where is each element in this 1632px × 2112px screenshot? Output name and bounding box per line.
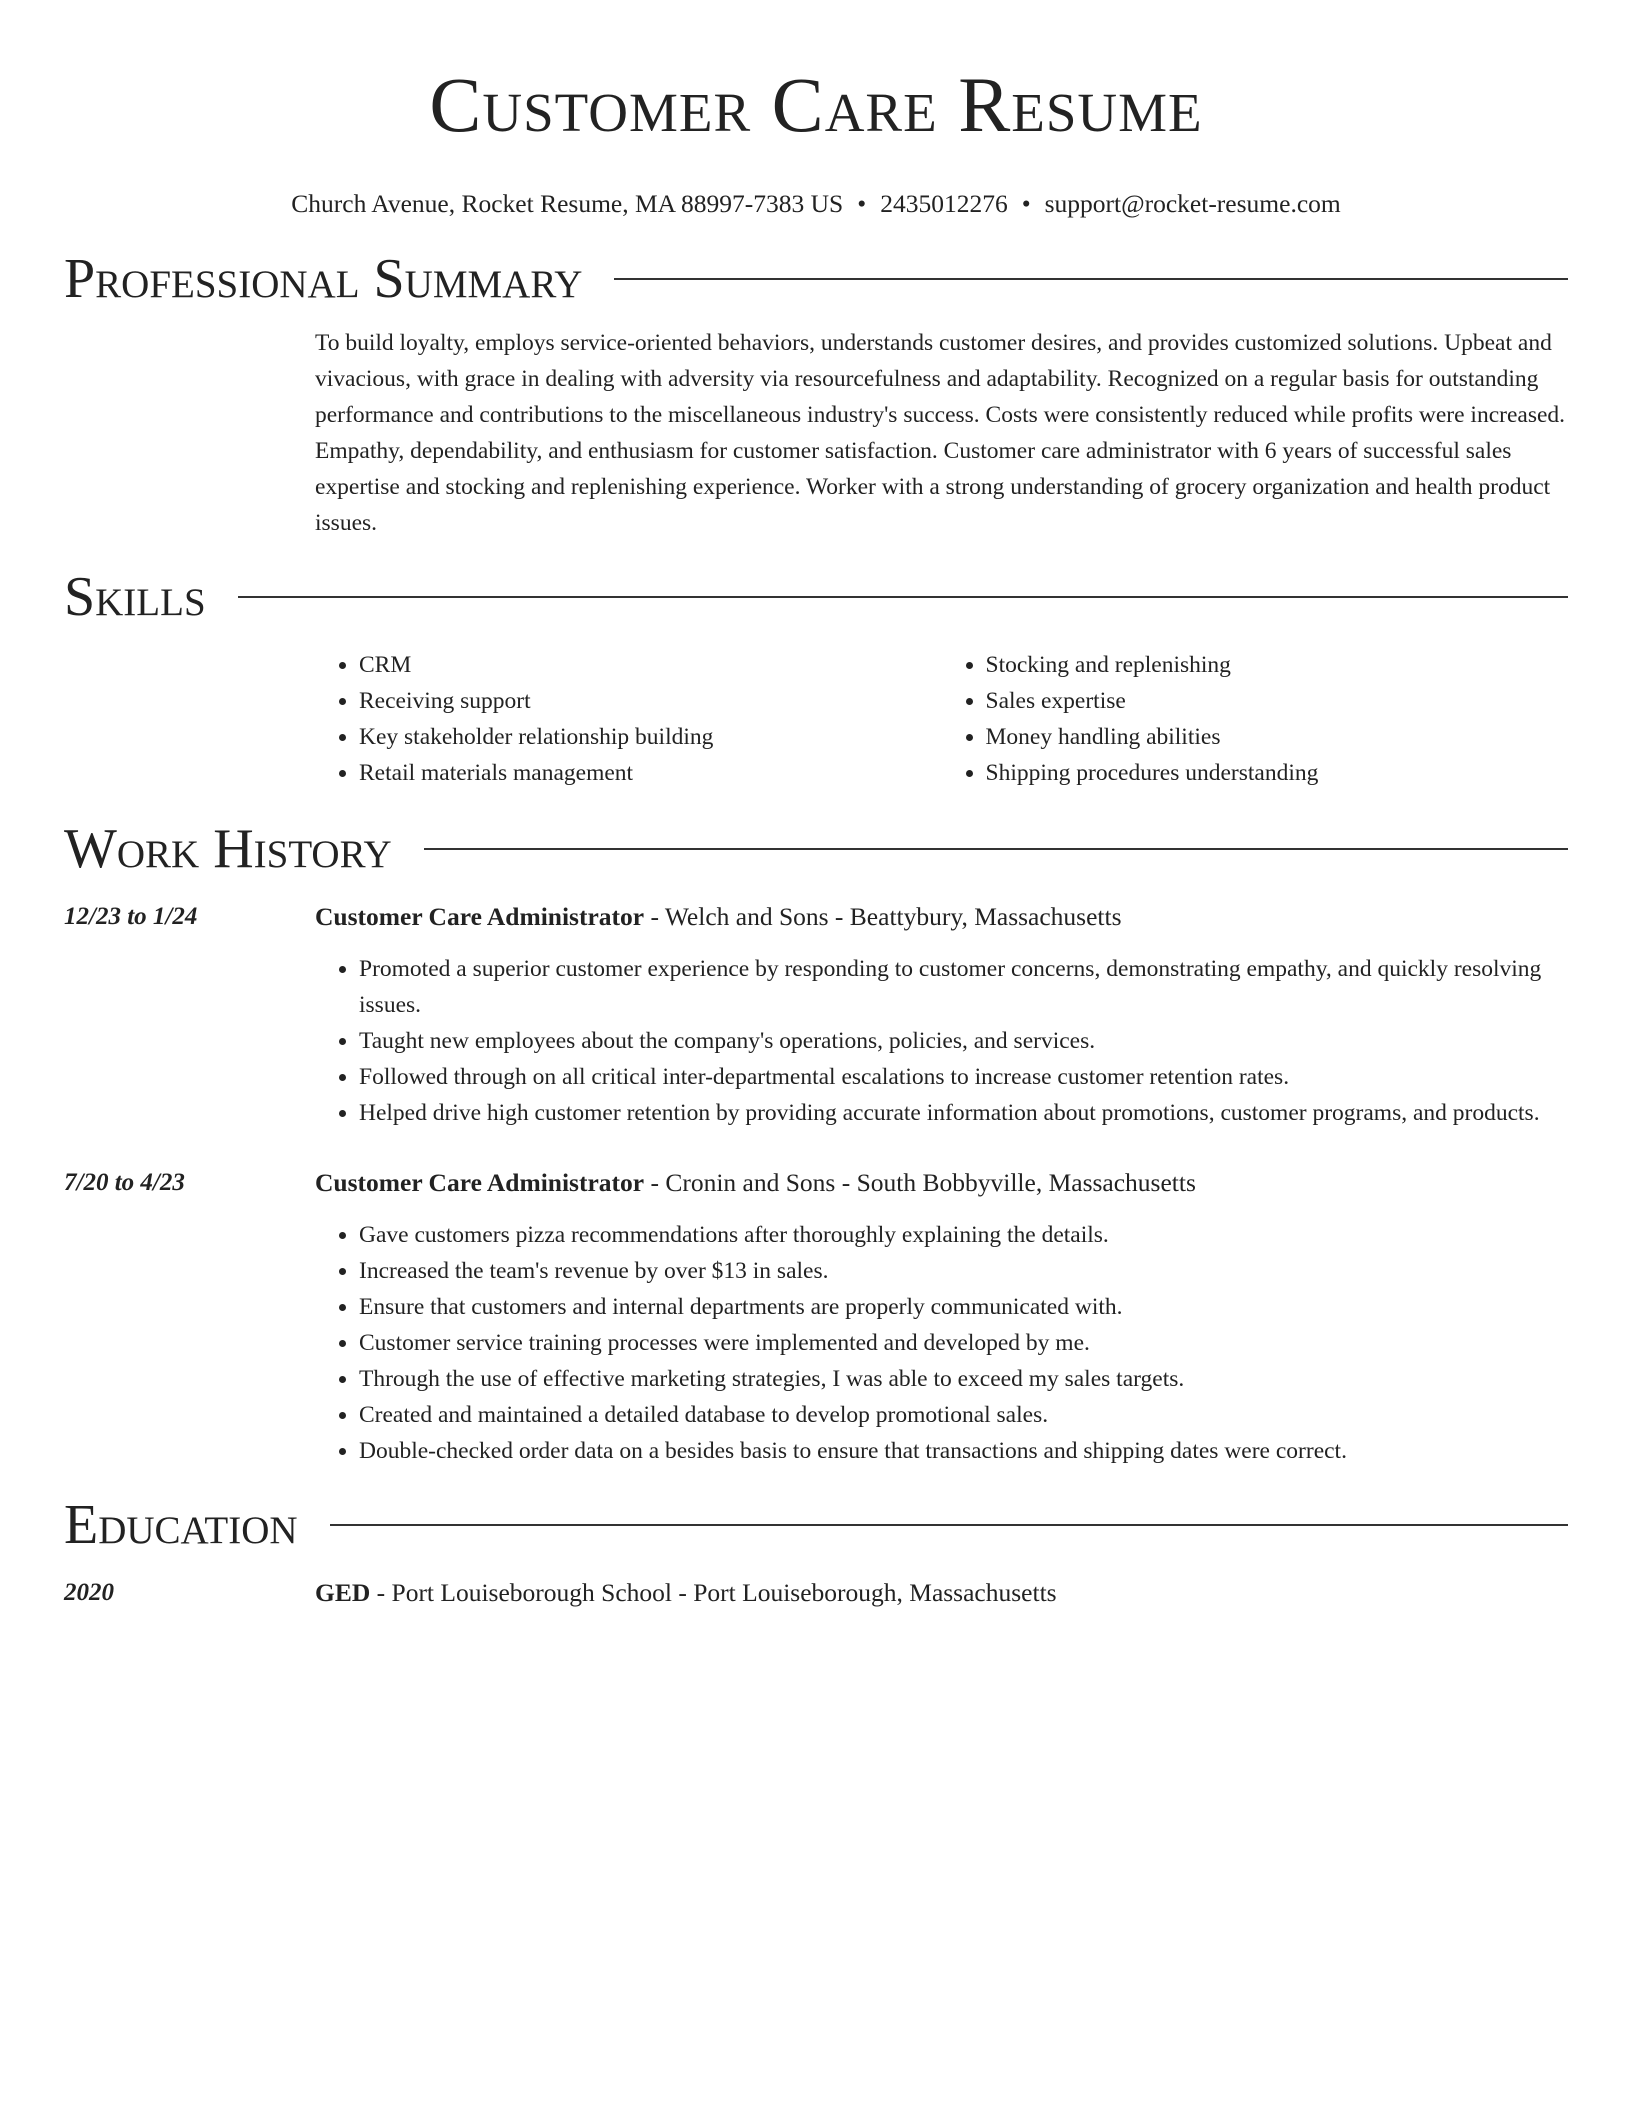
section-divider bbox=[424, 848, 1568, 850]
skill-item: • Receiving support bbox=[359, 683, 942, 719]
job-details bbox=[315, 1165, 1568, 1469]
skill-item: • Stocking and replenishing bbox=[986, 647, 1569, 683]
contact-address: Church Avenue, Rocket Resume, MA 88997-7383 US bbox=[291, 189, 844, 218]
work-section bbox=[64, 815, 1568, 1469]
skills-column-left bbox=[315, 647, 942, 791]
job-entry bbox=[64, 899, 1568, 1131]
summary-text: To build loyalty, employs service-oriented behaviors, understands customer desires, and provides customized solutions. Upbeat and vivacious, with grace in dealing with adversity via resourcefulness and adaptability. Recognized on a regular basis for outstanding performance and contributions to the miscellaneous industry's success. Costs were consistently reduced while profits were increased. Empathy, dependability, and enthusiasm for customer satisfaction. Customer care administrator with 6 years of successful sales expertise and stocking and replenishing experience. Worker with a strong understanding of grocery organization and health product issues. bbox=[315, 330, 1566, 536]
work-header bbox=[64, 815, 1568, 883]
skills-section bbox=[64, 563, 1568, 791]
job-employer: - Welch and Sons - Beattybury, Massachusetts bbox=[644, 902, 1122, 931]
job-title: Customer Care Administrator bbox=[315, 902, 645, 931]
education-school: - Port Louiseborough School - Port Louiseborough, Massachusetts bbox=[370, 1578, 1057, 1607]
job-title: Customer Care Administrator bbox=[315, 1168, 645, 1197]
skill-item: • Retail materials management bbox=[359, 755, 942, 791]
job-bullets bbox=[315, 1217, 1568, 1469]
job-details bbox=[315, 899, 1568, 1131]
skill-item: • Sales expertise bbox=[986, 683, 1569, 719]
section-divider bbox=[238, 596, 1568, 598]
education-heading: Education bbox=[64, 1494, 298, 1556]
job-bullet: • Ensure that customers and internal departments are properly communicated with. bbox=[359, 1289, 1568, 1325]
skills-header bbox=[64, 563, 1568, 631]
work-heading: Work History bbox=[64, 818, 392, 880]
education-degree: GED bbox=[315, 1578, 371, 1607]
summary-body bbox=[315, 325, 1568, 541]
skill-item: • Money handling abilities bbox=[986, 719, 1569, 755]
skills-grid bbox=[315, 647, 1568, 791]
job-bullets bbox=[315, 951, 1568, 1131]
job-employer: - Cronin and Sons - South Bobbyville, Massachusetts bbox=[644, 1168, 1196, 1197]
skills-heading: Skills bbox=[64, 566, 206, 628]
job-heading bbox=[315, 899, 1568, 935]
education-section bbox=[64, 1491, 1568, 1611]
contact-email: support@rocket-resume.com bbox=[1044, 189, 1341, 218]
skill-item: • Shipping procedures understanding bbox=[986, 755, 1569, 791]
section-divider bbox=[614, 278, 1568, 280]
contact-separator: • bbox=[1021, 189, 1031, 218]
job-bullet: • Increased the team's revenue by over $13 in sales. bbox=[359, 1253, 1568, 1289]
job-bullet: • Taught new employees about the company's operations, policies, and services. bbox=[359, 1023, 1568, 1059]
job-date: 7/20 to 4/23 bbox=[64, 1169, 185, 1196]
section-divider bbox=[330, 1524, 1568, 1526]
job-bullet: • Created and maintained a detailed database to develop promotional sales. bbox=[359, 1397, 1568, 1433]
job-date: 12/23 to 1/24 bbox=[64, 903, 198, 930]
job-heading bbox=[315, 1165, 1568, 1201]
job-bullet: • Gave customers pizza recommendations after thoroughly explaining the details. bbox=[359, 1217, 1568, 1253]
contact-separator: • bbox=[857, 189, 867, 218]
education-heading-line bbox=[315, 1575, 1568, 1611]
job-bullet: • Customer service training processes were implemented and developed by me. bbox=[359, 1325, 1568, 1361]
job-bullet: • Double-checked order data on a besides basis to ensure that transactions and shipping dates were correct. bbox=[359, 1433, 1568, 1469]
job-entry bbox=[64, 1165, 1568, 1469]
skills-column-right bbox=[942, 647, 1569, 791]
education-details bbox=[315, 1575, 1568, 1611]
job-bullet: • Helped drive high customer retention by providing accurate information about promotions, customer programs, and products. bbox=[359, 1095, 1568, 1131]
summary-header bbox=[64, 245, 1568, 313]
education-date: 2020 bbox=[64, 1579, 114, 1606]
education-header bbox=[64, 1491, 1568, 1559]
resume-title: Customer Care Resume bbox=[429, 61, 1203, 148]
summary-heading: Professional Summary bbox=[64, 248, 583, 310]
skill-item: • Key stakeholder relationship building bbox=[359, 719, 942, 755]
summary-section bbox=[64, 245, 1568, 541]
education-entry bbox=[64, 1575, 1568, 1611]
skill-item: • CRM bbox=[359, 647, 942, 683]
job-bullet: • Through the use of effective marketing strategies, I was able to exceed my sales targets. bbox=[359, 1361, 1568, 1397]
job-bullet: • Promoted a superior customer experience by responding to customer concerns, demonstrating empathy, and quickly resolving issues. bbox=[359, 951, 1568, 1023]
contact-phone: 2435012276 bbox=[880, 189, 1008, 218]
contact-line bbox=[64, 188, 1568, 220]
job-bullet: • Followed through on all critical inter-departmental escalations to increase customer retention rates. bbox=[359, 1059, 1568, 1095]
